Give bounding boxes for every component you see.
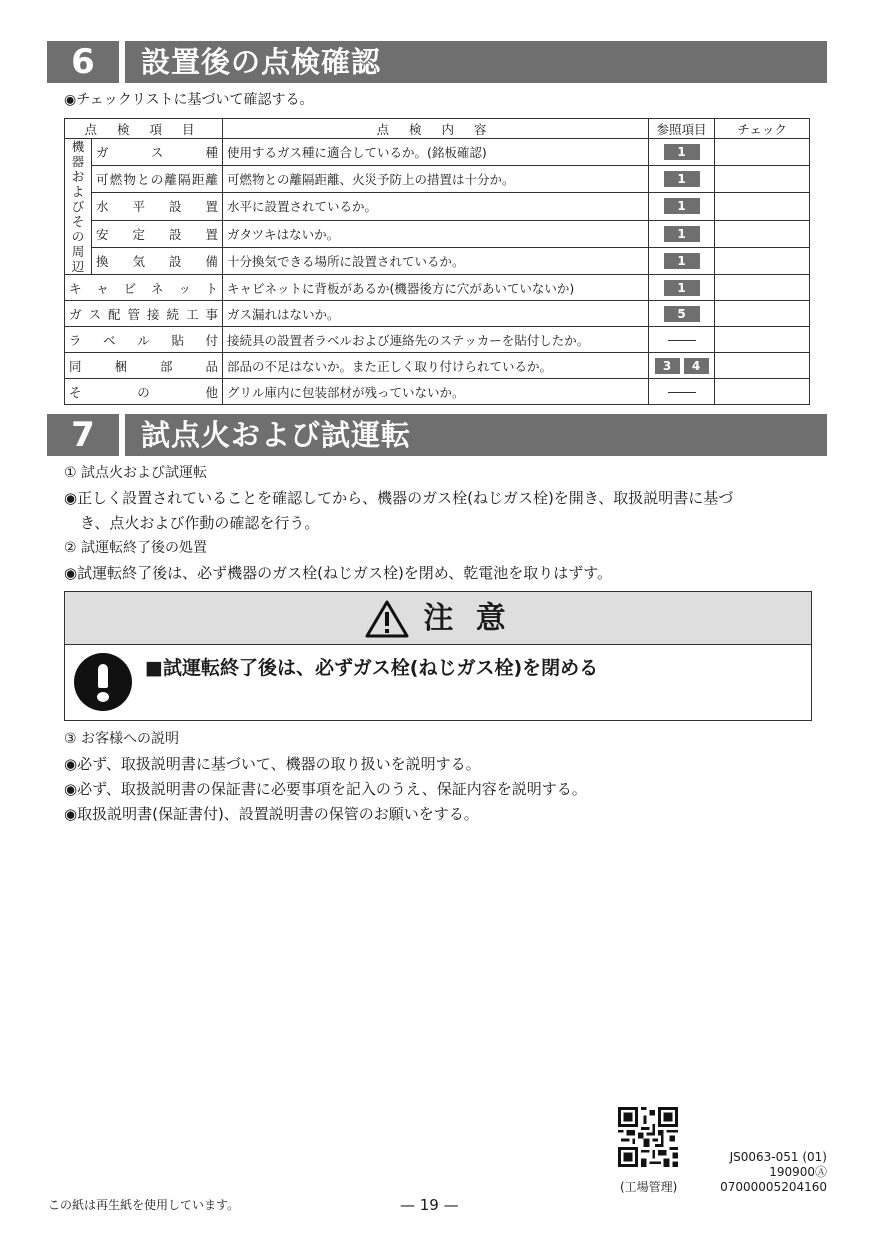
check-content: 可燃物との離隔距離、火災予防上の措置は十分か。 [223, 166, 649, 193]
ref-badge: 1 [664, 226, 700, 242]
table-row [65, 379, 810, 405]
group-label: 機 器 お よ び そ の 周 辺 [65, 139, 92, 275]
ref-badge: 3 [655, 358, 680, 374]
step-3-item: ◉取扱説明書(保証書付)、設置説明書の保管のお願いをする。 [64, 805, 479, 823]
table-row [65, 275, 810, 301]
ref-cell [649, 247, 715, 274]
header-content: 点 検 内 容 [223, 119, 649, 139]
table-row [65, 301, 810, 327]
warning-triangle-icon [364, 599, 410, 639]
checkbox-cell[interactable] [715, 247, 810, 274]
step-2-heading: ② 試運転終了後の処置 [64, 540, 208, 556]
no-ref-dash [668, 392, 696, 393]
check-item: ラ ベ ル 貼 付 [65, 327, 223, 353]
check-content: キャビネットに背板があるか(機器後方に穴があいていないか) [223, 275, 649, 301]
check-content: 十分換気できる場所に設置されているか。 [223, 247, 649, 274]
checkbox-cell[interactable] [715, 275, 810, 301]
step-3-heading: ③ お客様への説明 [64, 731, 180, 747]
table-header-row [65, 119, 810, 139]
check-item: ガ ス 配 管 接 続 工 事 [65, 301, 223, 327]
ref-cell [649, 193, 715, 220]
step-3-item: ◉必ず、取扱説明書に基づいて、機器の取り扱いを説明する。 [64, 755, 481, 773]
check-item: 安 定 設 置 [92, 220, 223, 247]
caution-text: ■試運転終了後は、必ずガス栓(ねじガス栓)を閉める [145, 657, 599, 679]
check-item: 換 気 設 備 [92, 247, 223, 274]
check-item: 同 梱 部 品 [65, 353, 223, 379]
header-check: チェック [715, 119, 810, 139]
check-content: 部品の不足はないか。また正しく取り付けられているか。 [223, 353, 649, 379]
table-row [65, 193, 810, 220]
ref-cell [649, 379, 715, 405]
ref-cell [649, 166, 715, 193]
qr-caption: (工場管理) [620, 1180, 678, 1194]
ref-badge: 5 [664, 306, 700, 322]
section-title: 設置後の点検確認 [125, 41, 827, 83]
caution-body [65, 645, 811, 721]
checkbox-cell[interactable] [715, 220, 810, 247]
table-row [65, 220, 810, 247]
header-item: 点 検 項 目 [65, 119, 223, 139]
ref-cell [649, 220, 715, 247]
ref-badge: 4 [684, 358, 709, 374]
ref-cell [649, 353, 715, 379]
recycled-paper-note: この紙は再生紙を使用しています。 [48, 1198, 240, 1212]
step-1-text-line2: き、点火および作動の確認を行う。 [80, 514, 320, 532]
checkbox-cell[interactable] [715, 379, 810, 405]
ref-badge: 1 [664, 144, 700, 160]
step-1-text-line1: ◉正しく設置されていることを確認してから、機器のガス栓(ねじガス栓)を開き、取扱説明書に基づ [64, 489, 734, 507]
step-1-heading: ① 試点火および試運転 [64, 465, 208, 481]
section-title: 試点火および試運転 [125, 414, 827, 456]
section-number: 6 [47, 41, 119, 83]
check-item: そ の 他 [65, 379, 223, 405]
checklist-intro: ◉チェックリストに基づいて確認する。 [64, 92, 314, 108]
checkbox-cell[interactable] [715, 193, 810, 220]
checkbox-cell[interactable] [715, 301, 810, 327]
page-number: — 19 — [400, 1196, 459, 1214]
check-content: 接続具の設置者ラベルおよび連絡先のステッカーを貼付したか。 [223, 327, 649, 353]
section-6-header [47, 41, 827, 83]
ref-badge: 1 [664, 280, 700, 296]
qr-code-icon [618, 1107, 678, 1167]
ref-cell [649, 301, 715, 327]
caution-title: 注 意 [423, 601, 512, 636]
ref-cell [649, 327, 715, 353]
table-row [65, 327, 810, 353]
check-content: グリル庫内に包装部材が残っていないか。 [223, 379, 649, 405]
check-item: 可燃物との離隔距離 [92, 166, 223, 193]
check-content: 使用するガス種に適合しているか。(銘板確認) [223, 139, 649, 166]
ref-badge: 1 [664, 198, 700, 214]
checkbox-cell[interactable] [715, 166, 810, 193]
caution-box [64, 591, 812, 721]
section-number: 7 [47, 414, 119, 456]
table-row [65, 166, 810, 193]
ref-cell [649, 139, 715, 166]
section-7-header [47, 414, 827, 456]
ref-badge: 1 [664, 253, 700, 269]
date-code: 190900Ⓐ [769, 1165, 827, 1179]
serial-number: 07000005204160 [720, 1180, 827, 1194]
exclamation-icon [74, 653, 132, 711]
checkbox-cell[interactable] [715, 353, 810, 379]
table-row [65, 247, 810, 274]
check-item: 水 平 設 置 [92, 193, 223, 220]
doc-code: JS0063-051 (01) [729, 1150, 827, 1164]
checklist-table [64, 118, 810, 405]
caution-header [65, 592, 811, 645]
step-3-item: ◉必ず、取扱説明書の保証書に必要事項を記入のうえ、保証内容を説明する。 [64, 780, 587, 798]
check-content: 水平に設置されているか。 [223, 193, 649, 220]
check-item: ガ ス 種 [92, 139, 223, 166]
step-2-text: ◉試運転終了後は、必ず機器のガス栓(ねじガス栓)を閉め、乾電池を取りはずす。 [64, 564, 612, 582]
check-content: ガタツキはないか。 [223, 220, 649, 247]
table-row [65, 353, 810, 379]
checkbox-cell[interactable] [715, 139, 810, 166]
ref-cell [649, 275, 715, 301]
table-row [65, 139, 810, 166]
check-content: ガス漏れはないか。 [223, 301, 649, 327]
check-item: キ ャ ビ ネ ッ ト [65, 275, 223, 301]
no-ref-dash [668, 340, 696, 341]
header-ref: 参照項目 [649, 119, 715, 139]
ref-badge: 1 [664, 171, 700, 187]
checkbox-cell[interactable] [715, 327, 810, 353]
